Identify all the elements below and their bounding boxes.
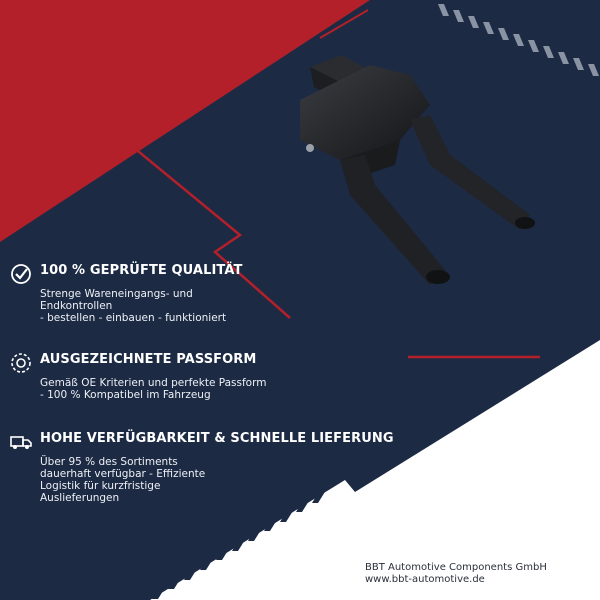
feature-description-line: - bestellen - einbauen - funktioniert xyxy=(40,312,227,324)
feature-description-line: - 100 % Kompatibel im Fahrzeug xyxy=(40,389,211,401)
company-name: BBT Automotive Components GmbH xyxy=(365,562,547,573)
feature-title: 100 % GEPRÜFTE QUALITÄT xyxy=(40,263,243,278)
delivery-truck-icon xyxy=(10,431,32,453)
company-website[interactable]: www.bbt-automotive.de xyxy=(365,574,485,585)
feature-description xyxy=(40,288,226,324)
feature-description-line: Endkontrollen xyxy=(40,300,113,312)
feature-description-line: Strenge Wareneingangs- und xyxy=(40,288,193,300)
feature-title: AUSGEZEICHNETE PASSFORM xyxy=(40,352,257,367)
check-badge-icon xyxy=(10,263,32,285)
feature-title: HOHE VERFÜGBARKEIT & SCHNELLE LIEFERUNG xyxy=(40,431,394,446)
company-info xyxy=(365,562,547,586)
feature-description-line: Über 95 % des Sortiments xyxy=(40,456,178,468)
fit-gear-icon xyxy=(10,352,32,374)
feature-description xyxy=(40,377,266,401)
feature-description-line: Gemäß OE Kriterien und perfekte Passform xyxy=(40,377,267,389)
feature-description-line: Auslieferungen xyxy=(40,492,120,504)
feature-description xyxy=(40,456,205,504)
ignition-coil-image xyxy=(280,45,540,300)
feature-description-line: dauerhaft verfügbar - Effiziente xyxy=(40,468,206,480)
feature-description-line: Logistik für kurzfristige xyxy=(40,480,161,492)
